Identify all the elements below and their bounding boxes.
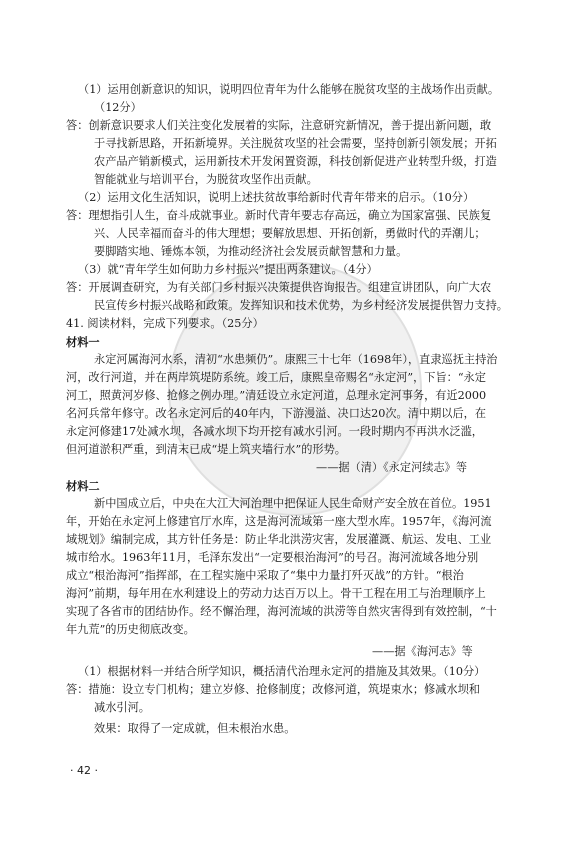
text-line: 域规划》编制完成，其方针任务是：防止华北洪涝灾害，发展灌溉、航运、发电、工业 [66,533,492,546]
text-line: （1）根据材料一并结合所学知识，概括清代治理永定河的措施及其效果。（10分） [78,665,486,678]
text-line: 答：理想指引人生，奋斗成就事业。新时代青年要志存高远，确立为国家富强、民族复 [66,209,492,222]
text-line: 河工，照黄河岁修、抢修之例办理。”清廷设立永定河道，总理永定河事务，有近2000 [66,389,487,402]
text-line: 年九荒”的历史彻底改变。 [66,623,195,636]
text-line: 答：开展调查研究，为有关部门乡村振兴决策提供咨询报告。组建宣讲团队，向广大农 [66,281,492,294]
text-line: ——据《海河志》等 [372,645,473,658]
text-line: 海河”前期，每年用在水利建设上的劳动力达百万以上。骨干工程在用工与治理顺序上 [66,587,486,600]
text-line: 材料一 [66,335,100,349]
text-line: ——据（清）《永定河续志》等 [316,461,468,474]
text-line: 农产品产销新模式，运用新技术开发闲置资源，科技创新促进产业转型升级，打造 [94,155,497,168]
text-line: 但河道淤积严重，到清末已成“堤上筑夹墙行水”的形势。 [66,443,346,456]
text-line: 减水引河。 [94,701,150,714]
text-line: 城市给水。1963年11月，毛泽东发出“一定要根治海河”的号召。海河流域各地分别 [66,551,479,564]
text-line: 于寻找新思路，开拓新境界。关注脱贫攻坚的社会需要，坚持创新引领发展；开拓 [94,137,497,150]
text-line: 实现了各省市的团结协作。经不懈治理，海河流域的洪涝等自然灾害得到有效控制，“十 [66,605,497,618]
text-line: 材料二 [66,479,100,493]
page-number: · 42 · [70,764,98,777]
text-line: 要脚踏实地、锤炼本领，为推动经济社会发展贡献智慧和力量。 [94,245,408,258]
text-line: （12分） [94,101,142,114]
text-line: 成立“根治海河”指挥部，在工程实施中采取了“集中力量打歼灭战”的方针。“根治 [66,569,464,582]
text-line: 41. 阅读材料，完成下列要求。（25分） [66,317,264,330]
text-line: （1）运用创新意识的知识，说明四位青年为什么能够在脱贫攻坚的主战场作出贡献。 [78,83,500,96]
text-line: 永定河属海河水系，清初“水患频仍”。康熙三十七年（1698年），直隶巡抚主持治 [94,353,498,366]
text-line: 新中国成立后，中央在大江大河治理中把保证人民生命财产安全放在首位。1951 [94,497,492,510]
text-line: （2）运用文化生活知识，说明上述扶贫故事给新时代青年带来的启示。（10分） [78,191,475,204]
text-line: 智能就业与培训平台，为脱贫攻坚作出贡献。 [94,173,318,186]
text-line: （3）就“青年学生如何助力乡村振兴”提出两条建议。（4分） [78,263,378,276]
text-line: 答：创新意识要求人们关注变化发展着的实际，注意研究新情况，善于提出新问题，敢 [66,119,492,132]
text-line: 年，开始在永定河上修建官厅水库，这是海河流域第一座大型水库。1957年，《海河流 [66,515,492,528]
text-line: 答：措施：设立专门机构；建立岁修、抢修制度；改修河道，筑堤束水；修减水坝和 [66,683,480,696]
text-line: 河，改行河道，并在两岸筑堤防系统。竣工后，康熙皇帝赐名“永定河”，下旨：“永定 [66,371,486,384]
text-line: 永定河修建17处减水坝，各减水坝下均开挖有减水引河。一段时期内不再洪水泛滥， [66,425,483,438]
text-line: 兴、人民幸福而奋斗的伟大理想；要解放思想、开拓创新，勇做时代的弄潮儿； [94,227,486,240]
text-line: 效果：取得了一定成就，但未根治水患。 [94,722,296,735]
text-line: 名河兵常年修守。改名永定河后的40年内，下游漫溢、决口达20次。清中期以后，在 [66,407,487,420]
text-line: 民宣传乡村振兴战略和政策。发挥知识和技术优势，为乡村经济发展提供智力支持。 [94,299,508,312]
